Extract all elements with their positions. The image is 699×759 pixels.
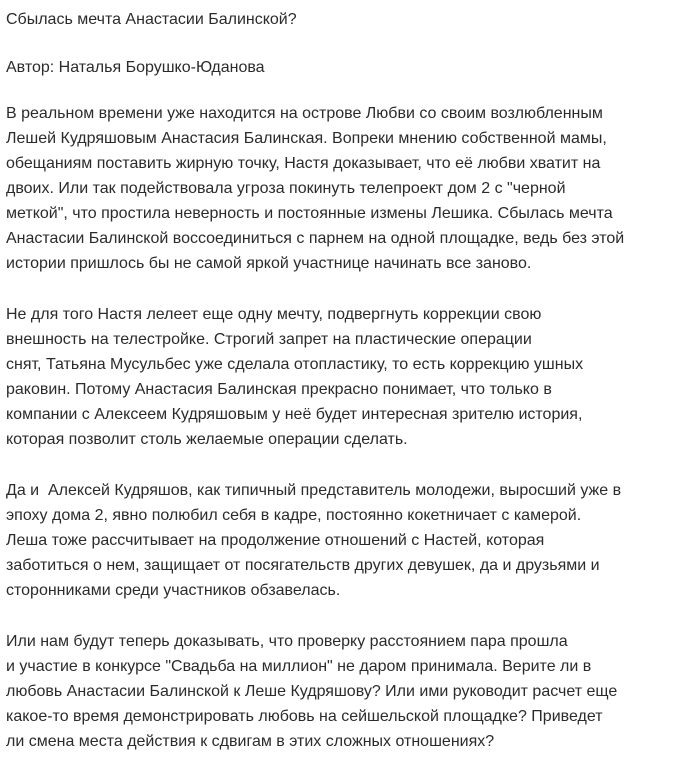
paragraph-4 — [6, 629, 696, 754]
text-line: любовь Анастасии Балинской к Леше Кудряшову? Или ими руководит расчет еще — [6, 683, 618, 700]
text-line: какое-то время демонстрировать любовь на сейшельской площадке? Приведет — [6, 708, 603, 725]
text-line: обещаниям поставить жирную точку, Настя доказывает, что её любви хватит на — [6, 155, 601, 172]
text-line: раковин. Потому Анастасия Балинская прекрасно понимает, что только в — [6, 381, 552, 398]
text-line: и участие в конкурсе "Свадьба на миллион" не даром принимала. Верите ли в — [6, 658, 592, 675]
text-line: эпоху дома 2, явно полюбил себя в кадре, постоянно кокетничает с камерой. — [6, 507, 582, 524]
text-line: заботиться о нем, защищает от посягательств других девушек, да и друзьями и — [6, 557, 600, 574]
text-line: Леша тоже рассчитывает на продолжение отношений с Настей, которая — [6, 532, 545, 549]
text-line: Да и Алексей Кудряшов, как типичный представитель молодежи, выросший уже в — [6, 482, 622, 499]
text-line: Лешей Кудряшовым Анастасия Балинская. Вопреки мнению собственной мамы, — [6, 130, 607, 147]
article — [6, 0, 696, 754]
paragraph-1 — [6, 101, 696, 276]
text-line: Не для того Настя лелеет еще одну мечту, подвергнуть коррекции свою — [6, 306, 542, 323]
text-line: снят, Татьяна Мусульбес уже сделала отопластику, то есть коррекцию ушных — [6, 356, 584, 373]
article-author: Автор: Наталья Борушко-Юданова — [6, 59, 265, 76]
paragraph-2 — [6, 302, 696, 452]
text-line: меткой", что простила неверность и постоянные измены Лешика. Сбылась мечта — [6, 205, 613, 222]
text-line: Анастасии Балинской воссоединиться с парнем на одной площадке, ведь без этой — [6, 230, 625, 247]
text-line: Или нам будут теперь доказывать, что проверку расстоянием пара прошла — [6, 633, 568, 650]
article-title: Сбылась мечта Анастасии Балинской? — [6, 11, 297, 28]
text-line: ли смена места действия к сдвигам в этих сложных отношениях? — [6, 733, 495, 750]
text-line: которая позволит столь желаемые операции сделать. — [6, 431, 408, 448]
text-line: компании с Алексеем Кудряшовым у неё будет интересная зрителю история, — [6, 406, 583, 423]
text-line: внешность на телестройке. Строгий запрет на пластические операции — [6, 331, 532, 348]
text-line: двоих. Или так подействовала угроза покинуть телепроект дом 2 с "черной — [6, 180, 566, 197]
paragraph-3 — [6, 478, 696, 603]
text-line: В реальном времени уже находится на острове Любви со своим возлюбленным — [6, 105, 603, 122]
text-line: истории пришлось бы не самой яркой участнице начинать все заново. — [6, 255, 532, 272]
text-line: сторонниками среди участников обзавелась. — [6, 582, 341, 599]
